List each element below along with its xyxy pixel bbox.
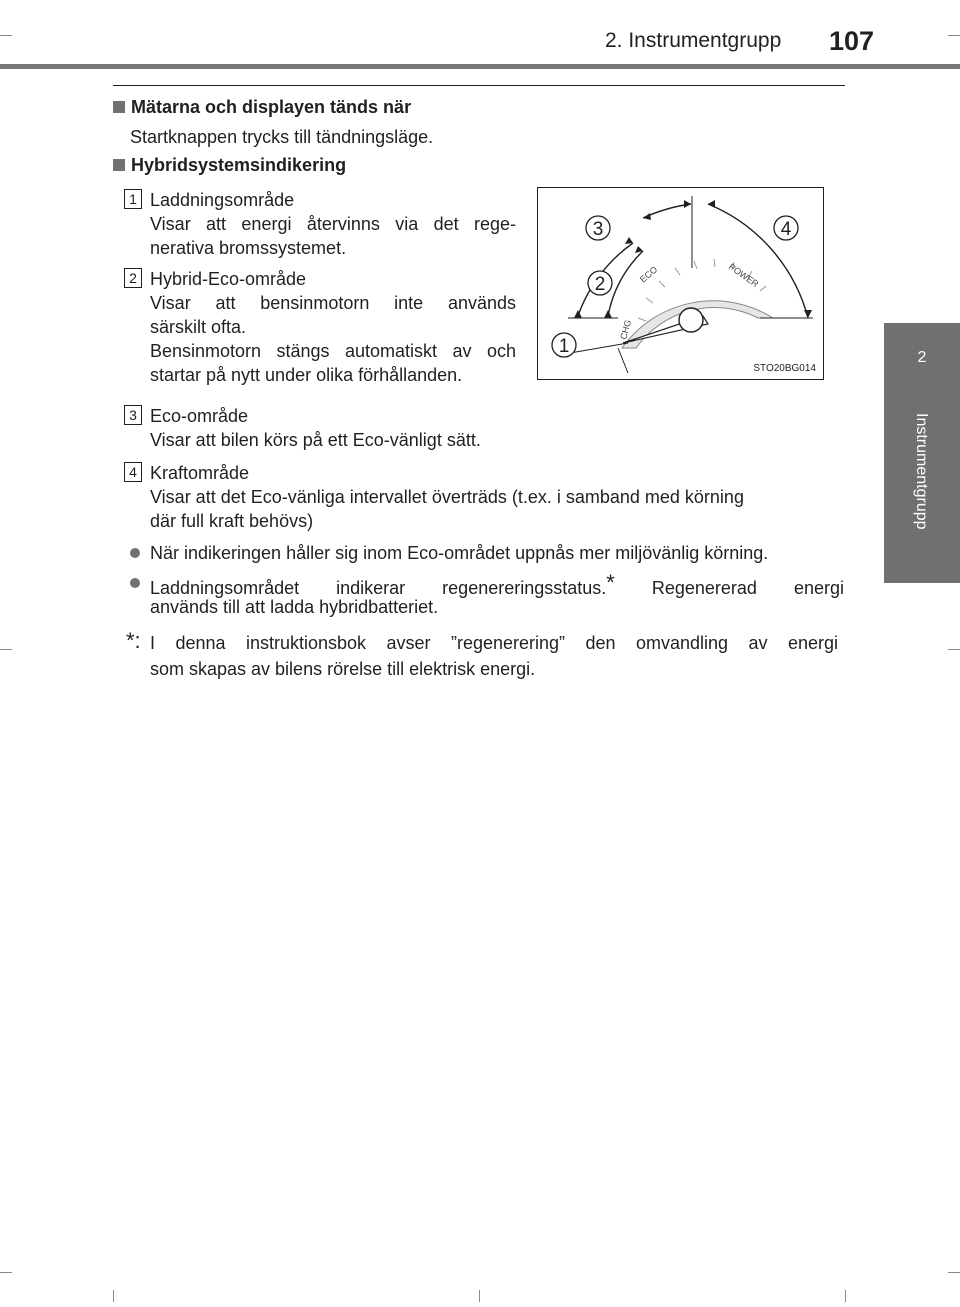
item-line: där full kraft behövs) [150,511,314,531]
item-line: särskilt ofta. [150,317,247,337]
item-number: 2 [124,268,142,288]
crop-mark [0,649,12,650]
footnote-text: som skapas av bilens rörelse till elektrisk energi. [150,659,536,679]
callout-1: 1 [558,336,570,357]
item-title: Laddningsområde [150,190,295,210]
square-bullet-icon [113,101,125,113]
item-line: startar på nytt under olika förhållanden. [150,365,463,385]
top-rule [113,85,845,86]
chapter-number: 2 [917,349,927,366]
crop-mark [948,35,960,36]
callout-2: 2 [594,274,606,295]
chapter-tab [884,323,960,583]
footnote-mark: *: [126,628,141,653]
crop-mark [948,649,960,650]
crop-mark [113,1290,114,1302]
round-bullet-icon [130,578,140,588]
crop-mark [845,1290,846,1302]
item-line: Bensinmotorn stängs automatiskt av och [150,341,516,361]
chg-label: CHG [618,318,634,341]
crop-mark [0,35,12,36]
section-heading: Hybridsystemsindikering [113,155,346,176]
item-title: Eco-område [150,406,249,426]
item-line: nerativa bromssystemet. [150,238,347,258]
bullet-text: Laddningsområdet indikerar regenereringsstatus.* Regenererad energi [150,570,844,598]
hybrid-indicator-figure [537,187,824,380]
item-number: 1 [124,189,142,209]
footnote-text: I denna instruktionsbok avser ”regenerering” den omvandling av energi [150,633,838,653]
crop-mark [479,1290,480,1302]
page-number: 107 [829,26,875,56]
section-heading: Mätarna och displayen tänds när [113,97,411,118]
item-number: 3 [124,405,142,425]
round-bullet-icon [130,548,140,558]
square-bullet-icon [113,159,125,171]
crop-mark [0,1272,12,1273]
item-line: Visar att bilen körs på ett Eco-vänligt sätt. [150,430,481,450]
item-line: Visar att det Eco-vänliga intervallet överträds (t.ex. i samband med körning [150,487,744,507]
section-title: 2. Instrumentgrupp [605,29,782,52]
item-title: Hybrid-Eco-område [150,269,307,289]
crop-mark [948,1272,960,1273]
figure-code: STO20BG014 [753,363,816,374]
callout-3: 3 [592,219,604,240]
chapter-label: Instrumentgrupp [913,413,930,530]
item-number: 4 [124,462,142,482]
gauge-illustration [538,188,823,379]
callout-4: 4 [780,219,792,240]
section-body: Startknappen trycks till tändningsläge. [130,127,434,147]
eco-label: ECO [637,264,660,285]
header-bar [0,64,960,69]
bullet-text: När indikeringen håller sig inom Eco-området uppnås mer miljövänlig körning. [150,543,769,563]
bullet-text: används till att ladda hybridbatteriet. [150,597,439,617]
footnote-marker: * [606,570,615,595]
item-title: Kraftområde [150,463,250,483]
item-line: Visar att energi återvinns via det rege- [150,214,516,234]
item-line: Visar att bensinmotorn inte används [150,293,516,313]
power-label: POWER [726,261,761,290]
